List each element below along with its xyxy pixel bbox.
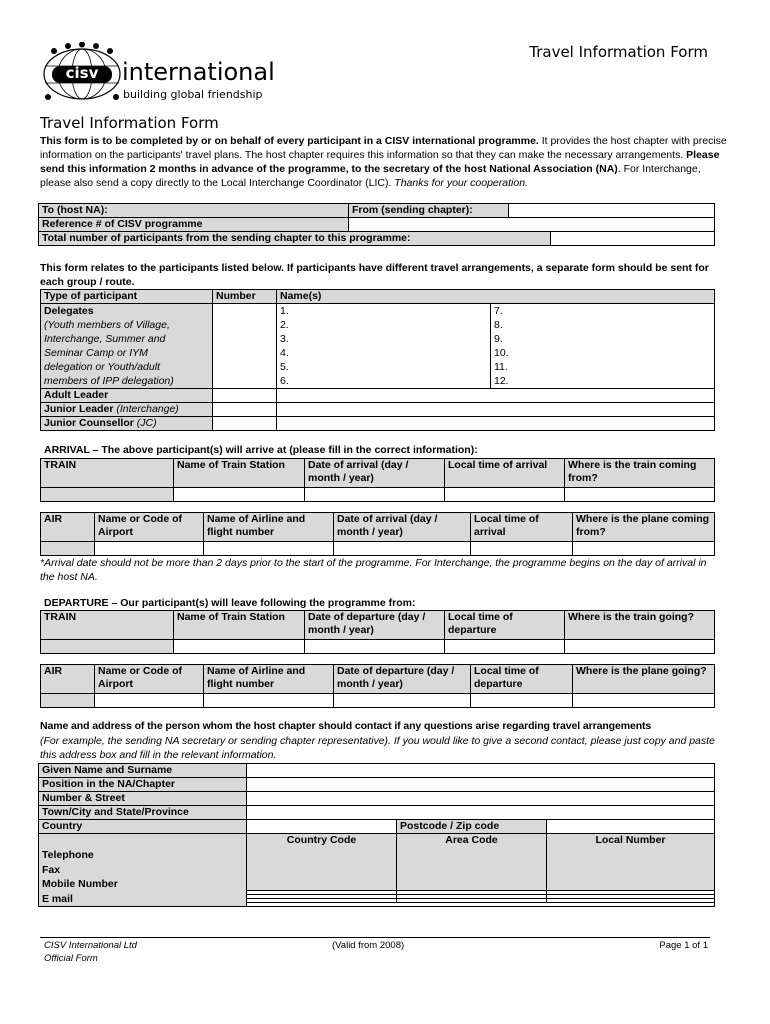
fax-label: Fax bbox=[42, 863, 61, 876]
departure-train-time-field[interactable] bbox=[445, 640, 565, 654]
intro-thanks: Thanks for your cooperation. bbox=[394, 177, 528, 189]
total-label: Total number of participants from the sending chapter to this programme: bbox=[39, 232, 551, 246]
country-field[interactable] bbox=[247, 820, 397, 834]
arrival-air-table bbox=[40, 512, 715, 556]
intro-bold-2: Please send this information 2 months in advance of the programme, to the secretary of the host National Association (NA) bbox=[40, 149, 720, 175]
names-left[interactable] bbox=[277, 304, 491, 389]
arrival-air-time-field[interactable] bbox=[471, 542, 573, 556]
footer-org: CISV International Ltd bbox=[44, 940, 137, 951]
delegates-desc-4: delegation or Youth/adult bbox=[44, 361, 160, 373]
arrival-train-station-header: Name of Train Station bbox=[174, 459, 305, 488]
info-table bbox=[38, 203, 715, 246]
departure-air-time-header: Local time of departure bbox=[471, 665, 573, 694]
departure-air-time-field[interactable] bbox=[471, 694, 573, 708]
footer-page: Page 1 of 1 bbox=[659, 940, 708, 951]
reference-label: Reference # of CISV programme bbox=[39, 218, 349, 232]
arrival-air-from-header: Where is the plane coming from? bbox=[573, 513, 715, 542]
brand-tagline: building global friendship bbox=[123, 88, 263, 101]
delegates-label: Delegates bbox=[44, 305, 94, 317]
departure-train-date-header: Date of departure (day / month / year) bbox=[305, 611, 445, 640]
street-label: Number & Street bbox=[39, 792, 247, 806]
contact-table bbox=[38, 763, 715, 907]
departure-train-date-field[interactable] bbox=[305, 640, 445, 654]
area-code-header: Area Code bbox=[397, 834, 547, 891]
town-label: Town/City and State/Province bbox=[39, 806, 247, 820]
delegates-number-field[interactable] bbox=[213, 304, 277, 389]
arrival-train-station-field[interactable] bbox=[174, 488, 305, 502]
arrival-air-blank bbox=[41, 542, 95, 556]
footer-valid: (Valid from 2008) bbox=[332, 940, 405, 951]
adult-leader-names[interactable] bbox=[277, 389, 715, 403]
footer-official: Official Form bbox=[44, 953, 98, 964]
name-slot[interactable]: 2. bbox=[280, 319, 289, 331]
junior-counsellor-note: (JC) bbox=[133, 417, 157, 429]
departure-air-airline-field[interactable] bbox=[204, 694, 334, 708]
country-label: Country bbox=[39, 820, 247, 834]
contact-note: (For example, the sending NA secretary or sending chapter representative). If you would like to give a second contact, please just copy and paste this address box and fill in the relevant information. bbox=[40, 735, 715, 761]
email-field[interactable] bbox=[247, 902, 715, 906]
arrival-air-date-field[interactable] bbox=[334, 542, 471, 556]
position-label: Position in the NA/Chapter bbox=[39, 778, 247, 792]
arrival-air-time-header: Local time of arrival bbox=[471, 513, 573, 542]
adult-leader-label: Adult Leader bbox=[41, 389, 213, 403]
delegates-desc-2: Interchange, Summer and bbox=[44, 333, 166, 345]
arrival-train-label: TRAIN bbox=[41, 459, 174, 488]
country-code-header: Country Code bbox=[247, 834, 397, 891]
departure-air-airport-field[interactable] bbox=[95, 694, 204, 708]
arrival-note: *Arrival date should not be more than 2 days prior to the start of the programme. For Interchange, the programme begins on the day of arrival in the host NA. bbox=[40, 557, 707, 583]
name-slot[interactable]: 7. bbox=[494, 305, 503, 317]
delegates-desc-3: Seminar Camp or IYM bbox=[44, 347, 148, 359]
junior-counsellor-cell bbox=[41, 417, 213, 431]
name-slot[interactable]: 9. bbox=[494, 333, 503, 345]
arrival-air-date-header: Date of arrival (day / month / year) bbox=[334, 513, 471, 542]
postcode-field[interactable] bbox=[547, 820, 715, 834]
position-field[interactable] bbox=[247, 778, 715, 792]
arrival-train-date-header: Date of arrival (day / month / year) bbox=[305, 459, 445, 488]
departure-heading: DEPARTURE – Our participant(s) will leave following the programme from: bbox=[44, 597, 416, 609]
departure-air-table bbox=[40, 664, 715, 708]
col-number: Number bbox=[213, 290, 277, 304]
arrival-air-airline-header: Name of Airline and flight number bbox=[204, 513, 334, 542]
junior-counsellor-number[interactable] bbox=[213, 417, 277, 431]
footer-divider bbox=[40, 937, 710, 938]
name-slot[interactable]: 3. bbox=[280, 333, 289, 345]
departure-train-to-header: Where is the train going? bbox=[565, 611, 715, 640]
departure-train-table bbox=[40, 610, 715, 654]
arrival-train-time-header: Local time of arrival bbox=[445, 459, 565, 488]
postcode-label: Postcode / Zip code bbox=[397, 820, 547, 834]
departure-train-time-header: Local time of departure bbox=[445, 611, 565, 640]
departure-train-label: TRAIN bbox=[41, 611, 174, 640]
names-right[interactable] bbox=[491, 304, 715, 389]
arrival-train-from-field[interactable] bbox=[565, 488, 715, 502]
junior-leader-cell bbox=[41, 403, 213, 417]
col-type: Type of participant bbox=[41, 290, 213, 304]
col-names: Name(s) bbox=[277, 290, 715, 304]
header-title: Travel Information Form bbox=[529, 43, 708, 61]
phone-labels bbox=[39, 834, 247, 907]
to-label: To (host NA): bbox=[39, 204, 349, 218]
name-slot[interactable]: 11. bbox=[494, 361, 508, 373]
given-name-label: Given Name and Surname bbox=[39, 764, 247, 778]
arrival-heading: ARRIVAL – The above participant(s) will arrive at (please fill in the correct information): bbox=[44, 444, 478, 456]
intro-normal-2: . For Interchange, please also send a copy directly to the Local Interchange Coordinator (LIC). bbox=[40, 163, 701, 189]
telephone-label: Telephone bbox=[42, 849, 94, 861]
street-field[interactable] bbox=[247, 792, 715, 806]
name-slot[interactable]: 5. bbox=[280, 361, 289, 373]
arrival-train-time-field[interactable] bbox=[445, 488, 565, 502]
arrival-air-airport-field[interactable] bbox=[95, 542, 204, 556]
departure-air-date-header: Date of departure (day / month / year) bbox=[334, 665, 471, 694]
email-label: E mail bbox=[42, 892, 73, 905]
arrival-air-from-field[interactable] bbox=[573, 542, 715, 556]
arrival-train-table bbox=[40, 458, 715, 502]
town-field[interactable] bbox=[247, 806, 715, 820]
departure-air-airline-header: Name of Airline and flight number bbox=[204, 665, 334, 694]
junior-leader-number[interactable] bbox=[213, 403, 277, 417]
arrival-air-airport-header: Name or Code of Airport bbox=[95, 513, 204, 542]
arrival-train-from-header: Where is the train coming from? bbox=[565, 459, 715, 488]
adult-leader-number[interactable] bbox=[213, 389, 277, 403]
arrival-train-date-field[interactable] bbox=[305, 488, 445, 502]
arrival-air-label: AIR bbox=[41, 513, 95, 542]
total-field[interactable] bbox=[551, 232, 715, 246]
name-slot[interactable]: 6. bbox=[280, 375, 289, 387]
participants-intro: This form relates to the participants listed below. If participants have different travel arrangements, a separate form should be sent for each group / route. bbox=[40, 262, 709, 288]
name-slot[interactable]: 4. bbox=[280, 347, 289, 359]
intro-normal-1: It provides the host chapter with precise information on the participants' travel plans. The host chapter requires this information so that they can make the necessary arrangements. bbox=[40, 135, 727, 161]
junior-leader-names[interactable] bbox=[277, 403, 715, 417]
departure-train-to-field[interactable] bbox=[565, 640, 715, 654]
arrival-train-blank bbox=[41, 488, 174, 502]
cisv-logo bbox=[40, 42, 280, 104]
name-slot[interactable]: 8. bbox=[494, 319, 503, 331]
junior-leader-label: Junior Leader bbox=[44, 403, 114, 415]
departure-air-blank bbox=[41, 694, 95, 708]
departure-train-blank bbox=[41, 640, 174, 654]
participants-table bbox=[40, 289, 715, 431]
departure-air-label: AIR bbox=[41, 665, 95, 694]
reference-field[interactable] bbox=[349, 218, 715, 232]
delegates-cell bbox=[41, 304, 213, 389]
departure-train-station-header: Name of Train Station bbox=[174, 611, 305, 640]
delegates-desc-1: (Youth members of Village, bbox=[44, 319, 170, 331]
departure-air-to-field[interactable] bbox=[573, 694, 715, 708]
departure-air-date-field[interactable] bbox=[334, 694, 471, 708]
from-field[interactable] bbox=[509, 204, 715, 218]
logo-text: cisv bbox=[65, 64, 99, 82]
junior-counsellor-label: Junior Counsellor bbox=[44, 417, 134, 429]
departure-air-to-header: Where is the plane going? bbox=[573, 665, 715, 694]
from-label: From (sending chapter): bbox=[349, 204, 509, 218]
page-title: Travel Information Form bbox=[40, 114, 219, 132]
given-name-field[interactable] bbox=[247, 764, 715, 778]
brand-name: international bbox=[122, 58, 275, 86]
local-number-header: Local Number bbox=[547, 834, 715, 891]
name-slot[interactable]: 10. bbox=[494, 347, 509, 359]
mobile-label: Mobile Number bbox=[42, 878, 118, 890]
contact-heading: Name and address of the person whom the host chapter should contact if any questions arise regarding travel arrangements bbox=[40, 720, 652, 732]
intro-bold-1: This form is to be completed by or on behalf of every participant in a CISV international programme. bbox=[40, 135, 539, 147]
junior-leader-note: (Interchange) bbox=[113, 403, 179, 415]
arrival-air-airline-field[interactable] bbox=[204, 542, 334, 556]
intro-paragraph bbox=[40, 134, 728, 190]
junior-counsellor-names[interactable] bbox=[277, 417, 715, 431]
name-slot[interactable]: 1. bbox=[280, 305, 289, 317]
departure-train-station-field[interactable] bbox=[174, 640, 305, 654]
name-slot[interactable]: 12. bbox=[494, 375, 509, 387]
departure-air-airport-header: Name or Code of Airport bbox=[95, 665, 204, 694]
delegates-desc-5: members of IPP delegation) bbox=[44, 375, 174, 387]
